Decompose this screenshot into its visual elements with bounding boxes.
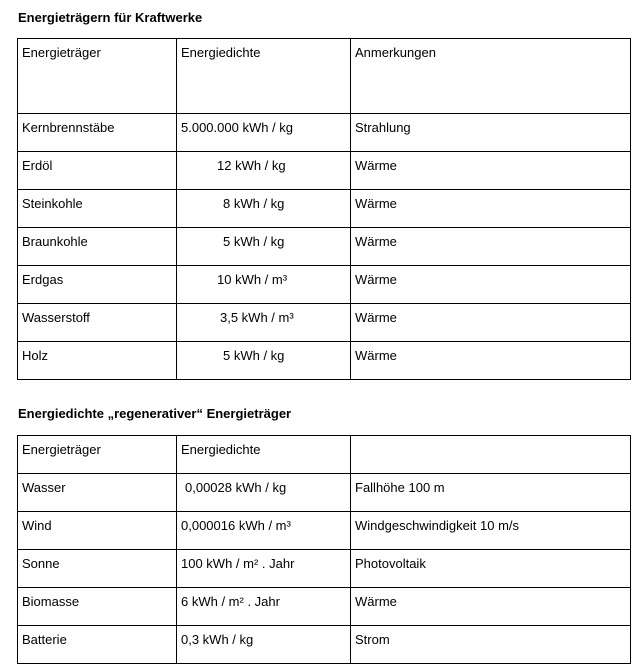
table-cell: Kernbrennstäbe: [18, 114, 177, 152]
header-cell: Anmerkungen: [351, 39, 631, 114]
table-row: [18, 304, 631, 342]
header-cell: Energieträger: [18, 436, 177, 474]
table-cell: Erdgas: [18, 266, 177, 304]
table-cell: Strahlung: [351, 114, 631, 152]
table-row: [18, 474, 631, 512]
table-cell: Biomasse: [18, 588, 177, 626]
table-cell: Wasserstoff: [18, 304, 177, 342]
table-row: [18, 342, 631, 380]
table-cell: 0,000016 kWh / m³: [177, 512, 351, 550]
table-row: [18, 190, 631, 228]
table-row: [18, 228, 631, 266]
table-cell: Wärme: [351, 342, 631, 380]
table-cell: Wasser: [18, 474, 177, 512]
table-cell: Wärme: [351, 266, 631, 304]
header-cell: Energieträger: [18, 39, 177, 114]
table-cell: 5.000.000 kWh / kg: [177, 114, 351, 152]
table-cell: Photovoltaik: [351, 550, 631, 588]
table-cell: Fallhöhe 100 m: [351, 474, 631, 512]
table-row: [18, 152, 631, 190]
table-cell: Batterie: [18, 626, 177, 664]
table-cell: Wärme: [351, 304, 631, 342]
table-cell: 6 kWh / m² . Jahr: [177, 588, 351, 626]
table-cell: Wärme: [351, 588, 631, 626]
table-cell: Wärme: [351, 190, 631, 228]
table-cell: Wärme: [351, 228, 631, 266]
table2-title: Energiedichte „regenerativer“ Energieträger: [18, 406, 292, 421]
table-cell: 3,5 kWh / m³: [177, 304, 351, 342]
table-cell: Steinkohle: [18, 190, 177, 228]
table-cell: 0,00028 kWh / kg: [177, 474, 351, 512]
table-cell: 5 kWh / kg: [177, 228, 351, 266]
kraftwerke-table: [17, 38, 631, 380]
table1-title: Energieträgern für Kraftwerke: [18, 10, 203, 25]
header-cell: [351, 436, 631, 474]
table-cell: 5 kWh / kg: [177, 342, 351, 380]
table-cell: 100 kWh / m² . Jahr: [177, 550, 351, 588]
header-cell: Energiedichte: [177, 39, 351, 114]
table-cell: Wind: [18, 512, 177, 550]
table-cell: 0,3 kWh / kg: [177, 626, 351, 664]
table-cell: 10 kWh / m³: [177, 266, 351, 304]
table-row: [18, 626, 631, 664]
table-cell: 8 kWh / kg: [177, 190, 351, 228]
table-row: [18, 266, 631, 304]
table-cell: Windgeschwindigkeit 10 m/s: [351, 512, 631, 550]
table-row: [18, 512, 631, 550]
regenerativ-table: [17, 435, 631, 664]
table-row: [18, 550, 631, 588]
table-row: [18, 114, 631, 152]
table-cell: Strom: [351, 626, 631, 664]
table-header-row: [18, 39, 631, 114]
header-cell: Energiedichte: [177, 436, 351, 474]
table-cell: Holz: [18, 342, 177, 380]
table-cell: Sonne: [18, 550, 177, 588]
table-header-row: [18, 436, 631, 474]
table-cell: 12 kWh / kg: [177, 152, 351, 190]
table-cell: Braunkohle: [18, 228, 177, 266]
table-cell: Wärme: [351, 152, 631, 190]
table-row: [18, 588, 631, 626]
table-cell: Erdöl: [18, 152, 177, 190]
